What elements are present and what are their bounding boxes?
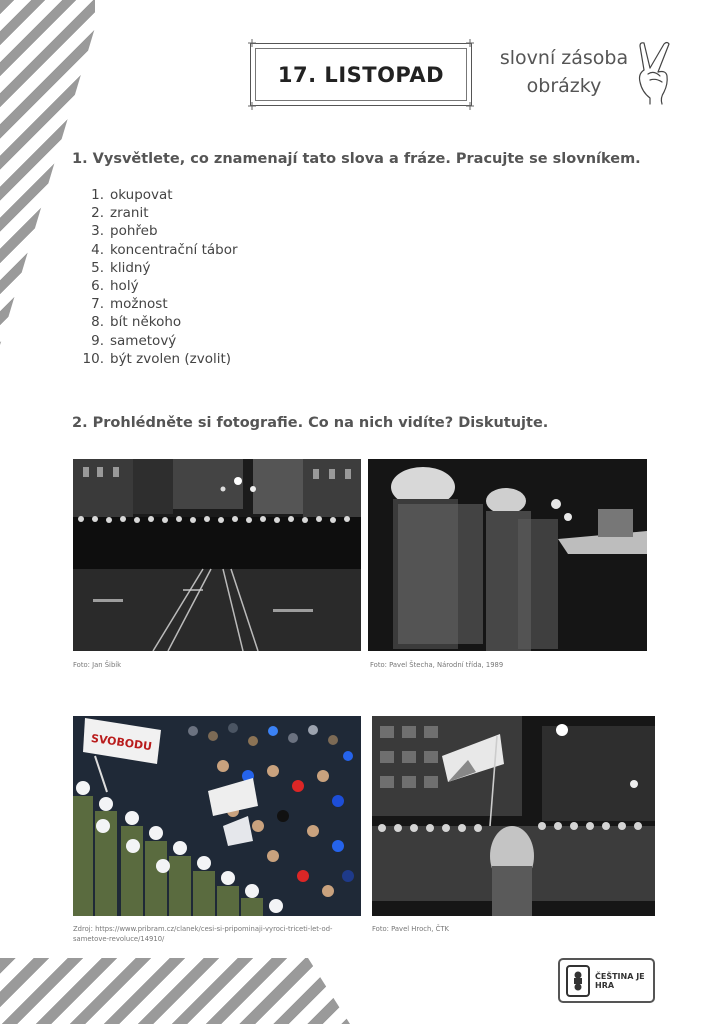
- list-item: 4. koncentrační tábor: [91, 241, 238, 258]
- puzzle-icon: [565, 964, 591, 998]
- subtitle-line-1: slovní zásoba: [499, 47, 629, 69]
- decorative-stripes-bottom-left: [0, 958, 350, 1024]
- peace-hand-icon: [634, 40, 678, 106]
- list-item: 9. sametový: [91, 332, 177, 349]
- photo-source-caption: [73, 924, 332, 944]
- photo-caption: Foto: Pavel Štecha, Národní třída, 1989: [370, 661, 504, 669]
- cestina-je-hra-logo: [558, 958, 655, 1003]
- list-item: 1. okupovat: [91, 187, 173, 203]
- subtitle-line-2: obrázky: [526, 75, 602, 97]
- task-1-heading: 1. Vysvětlete, co znamenají tato slova a fráze. Pracujte se slovníkem.: [72, 151, 641, 167]
- list-item: 8. bít někoho: [91, 314, 182, 331]
- photo-caption: Foto: Pavel Hroch, ČTK: [372, 925, 449, 933]
- list-item: 5. klidný: [91, 259, 151, 276]
- list-item: 2. zranit: [91, 205, 149, 222]
- list-item: 7. možnost: [91, 296, 168, 313]
- photo-flag-police-cordon: [372, 716, 655, 916]
- photo-caption: Foto: Jan Šibík: [73, 661, 122, 669]
- task-2-heading: 2. Prohlédněte si fotografie. Co na nich vidíte? Diskutujte.: [72, 415, 549, 431]
- logo-text: ČEŠTINA JE HRA: [595, 971, 645, 990]
- page-subtitle: [494, 44, 634, 100]
- list-item: 10. být zvolen (zvolit): [82, 350, 232, 367]
- caption-line-2: sametove-revoluce/14910/: [73, 935, 165, 943]
- caption-line-1: Zdroj: https://www.pribram.cz/clanek/cesi-si-pripominaji-vyroci-triceti-let-od-: [73, 925, 333, 933]
- vocabulary-list: [82, 186, 238, 368]
- photo-police-line-street: [73, 459, 361, 651]
- list-item: 6. holý: [91, 277, 139, 294]
- page-title: 17. LISTOPAD: [277, 62, 445, 87]
- photo-crowd-banners: [73, 716, 361, 916]
- list-item: 3. pohřeb: [91, 223, 158, 240]
- frame-corner-ornaments: [0, 0, 1, 1]
- photo-police-shields-flowers: [368, 459, 647, 651]
- banner-text: SVOBODU: [90, 731, 153, 754]
